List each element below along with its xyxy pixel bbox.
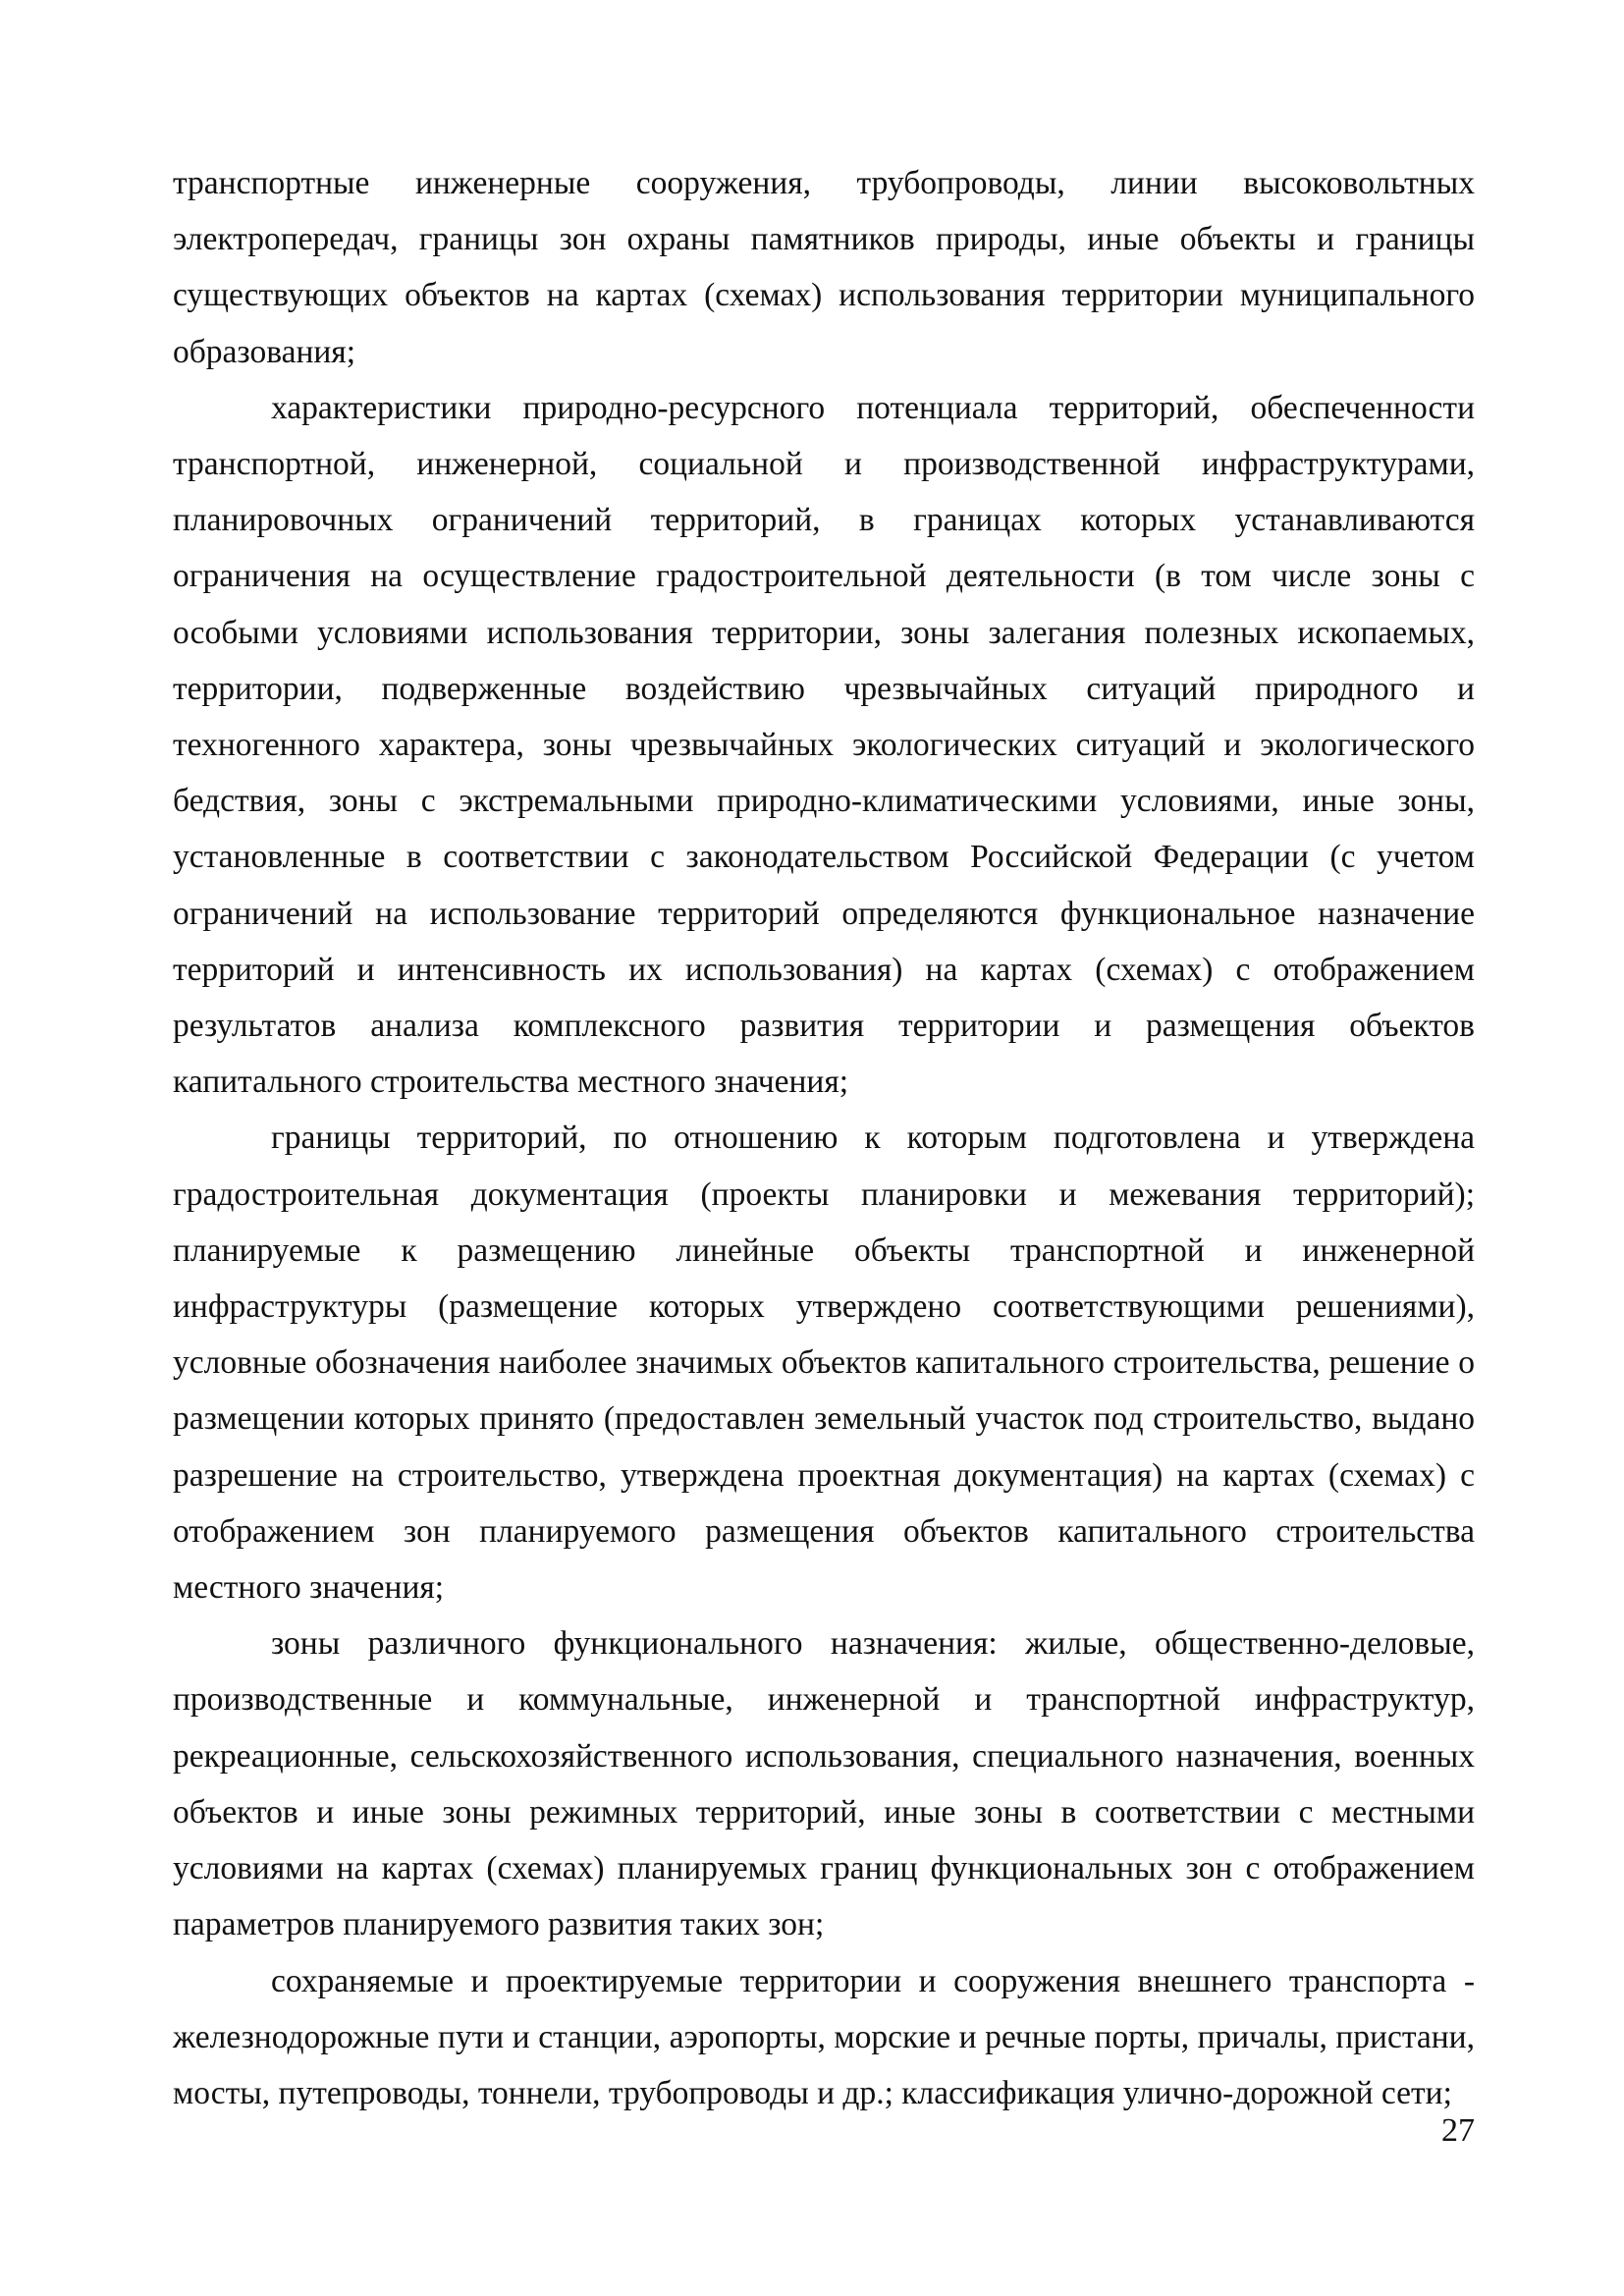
paragraph-1: транспортные инженерные сооружения, трубопроводы, линии высоковольтных электропередач, границы зон охраны памятников природы, иные объекты и границы существующих объектов на картах (схемах) использования территории муниципального образования; <box>173 165 1475 370</box>
paragraph-3: границы территорий, по отношению к которым подготовлена и утверждена градостроительная документация (проекты планировки и межевания территорий); планируемые к размещению линейные объекты транспортной и инженерной инфраструктуры (размещение которых утверждено соответствующими решениями), условные обозначения наиболее значимых объектов капитального строительства, решение о размещении которых принято (предоставлен земельный участок под строительство, выдано разрешение на строительство, утверждена проектная документация) на картах (схемах) с отображением зон планируемого размещения объектов капитального строительства местного значения; <box>173 1120 1475 1607</box>
paragraph-2: характеристики природно-ресурсного потенциала территорий, обеспеченности транспортной, инженерной, социальной и производственной инфраструктурами, планировочных ограничений территорий, в границах которых устанавливаются ограничения на осуществление градостроительной деятельности (в том числе зоны с особыми условиями использования территории, зоны залегания полезных ископаемых, территории, подверженные воздействию чрезвычайных ситуаций природного и техногенного характера, зоны чрезвычайных экологических ситуаций и экологического бедствия, зоны с экстремальными природно-климатическими условиями, иные зоны, установленные в соответствии с законодательством Российской Федерации (с учетом ограничений на использование территорий определяются функциональное назначение территорий и интенсивность их использования) на картах (схемах) с отображением результатов анализа комплексного развития территории и размещения объектов капитального строительства местного значения; <box>173 389 1475 1101</box>
body-text <box>173 155 1475 2121</box>
page-number: 27 <box>1441 2112 1475 2149</box>
paragraph-5: сохраняемые и проектируемые территории и сооружения внешнего транспорта - железнодорожные пути и станции, аэропорты, морские и речные порты, причалы, пристани, мосты, путепроводы, тоннели, трубопроводы и др.; классификация улично-дорожной сети; <box>173 1962 1475 2111</box>
paragraph-4: зоны различного функционального назначения: жилые, общественно-деловые, производственные и коммунальные, инженерной и транспортной инфраструктур, рекреационные, сельскохозяйственного использования, специального назначения, военных объектов и иные зоны режимных территорий, иные зоны в соответствии с местными условиями на картах (схемах) планируемых границ функциональных зон с отображением параметров планируемого развития таких зон; <box>173 1625 1475 1943</box>
